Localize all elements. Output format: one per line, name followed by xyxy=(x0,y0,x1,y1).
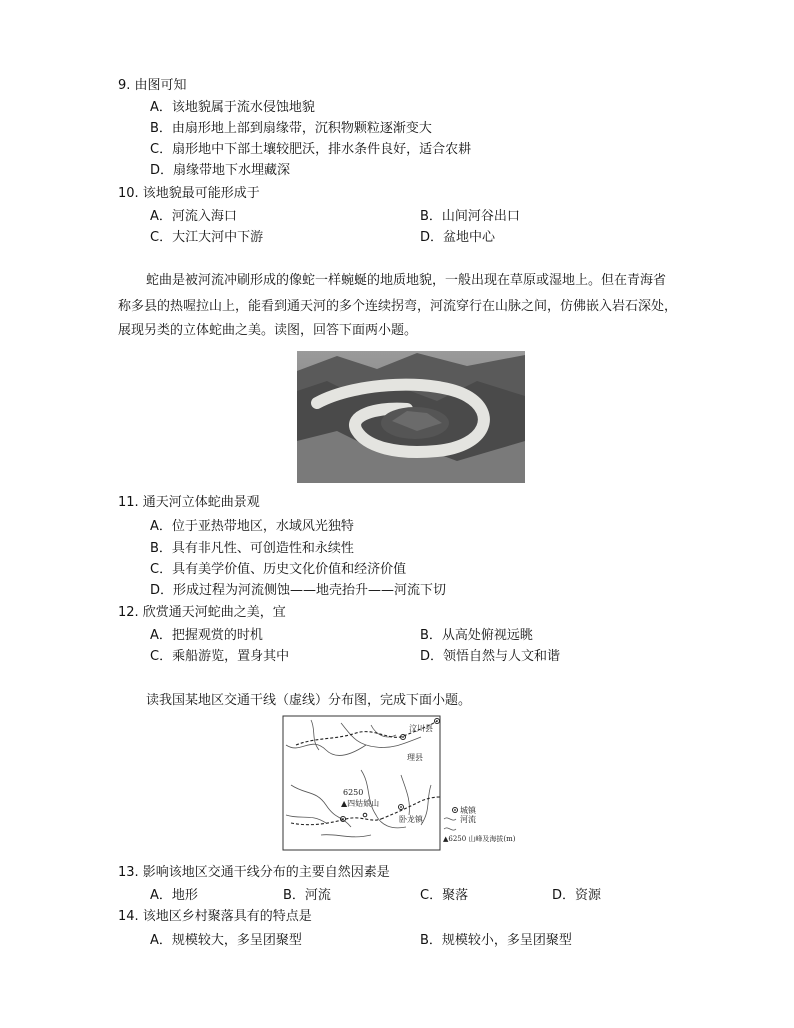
q12-stem: 12. 欣赏通天河蛇曲之美，宜 xyxy=(118,605,286,620)
map-label-elevation: 6250 xyxy=(343,788,364,797)
q10-option-b: B．山间河谷出口 xyxy=(420,209,520,224)
q13-option-a: A．地形 xyxy=(150,888,198,903)
q10-stem: 10. 该地貌最可能形成于 xyxy=(118,186,260,201)
meander-photo xyxy=(297,351,525,483)
q12-option-d: D．领悟自然与人文和谐 xyxy=(420,649,561,664)
passage1-line3: 展现另类的立体蛇曲之美。读图，回答下面两小题。 xyxy=(118,323,418,338)
q9-option-d: D．扇缘带地下水埋藏深 xyxy=(150,163,291,178)
q14-option-a: A．规模较大，多呈团聚型 xyxy=(150,933,302,948)
legend-peak: ▲6250 山峰及海拔(m) xyxy=(443,835,516,843)
q13-option-d: D．资源 xyxy=(552,888,602,903)
map-label-lixian: 理县 xyxy=(407,753,423,762)
q14-option-b: B．规模较小，多呈团聚型 xyxy=(420,933,572,948)
q9-option-a: A．该地貌属于流水侵蚀地貌 xyxy=(150,100,315,115)
passage2: 读我国某地区交通干线（虚线）分布图，完成下面小题。 xyxy=(146,693,472,708)
q12-option-a: A．把握观赏的时机 xyxy=(150,628,263,643)
passage1-line1: 蛇曲是被河流冲刷形成的像蛇一样蜿蜒的地质地貌，一般出现在草原或湿地上。但在青海省 xyxy=(146,273,667,288)
q14-stem: 14. 该地区乡村聚落具有的特点是 xyxy=(118,909,312,924)
q11-option-a: A．位于亚热带地区，水域风光独特 xyxy=(150,519,354,534)
passage1-line2: 称多县的热喔拉山上，能看到通天河的多个连续拐弯，河流穿行在山脉之间，仿佛嵌入岩石深处， xyxy=(118,299,678,314)
map-label-wenchuan: 汶川县 xyxy=(409,724,433,733)
q11-option-b: B．具有非凡性、可创造性和永续性 xyxy=(150,541,354,556)
transport-map xyxy=(281,715,516,852)
q10-option-c: C．大江大河中下游 xyxy=(150,230,264,245)
q10-option-a: A．河流入海口 xyxy=(150,209,237,224)
map-label-wolong: 卧龙镇 xyxy=(399,815,423,824)
q9-option-c: C．扇形地中下部土壤较肥沃，排水条件良好，适合农耕 xyxy=(150,142,472,157)
map-label-siguniang: ▲四姑娘山 xyxy=(341,799,380,808)
q13-option-c: C．聚落 xyxy=(420,888,469,903)
q11-option-d: D．形成过程为河流侧蚀——地壳抬升——河流下切 xyxy=(150,583,447,598)
q13-option-b: B．河流 xyxy=(283,888,331,903)
q11-option-c: C．具有美学价值、历史文化价值和经济价值 xyxy=(150,562,407,577)
q12-option-b: B．从高处俯视远眺 xyxy=(420,628,533,643)
q9-stem: 9. 由图可知 xyxy=(118,78,187,93)
q12-option-c: C．乘船游览，置身其中 xyxy=(150,649,290,664)
legend-river: 河流 xyxy=(460,815,476,824)
legend-town: 城镇 xyxy=(460,806,476,815)
q9-option-b: B．由扇形地上部到扇缘带，沉积物颗粒逐渐变大 xyxy=(150,121,432,136)
q13-stem: 13. 影响该地区交通干线分布的主要自然因素是 xyxy=(118,865,390,880)
q11-stem: 11. 通天河立体蛇曲景观 xyxy=(118,495,260,510)
q10-option-d: D．盆地中心 xyxy=(420,230,496,245)
